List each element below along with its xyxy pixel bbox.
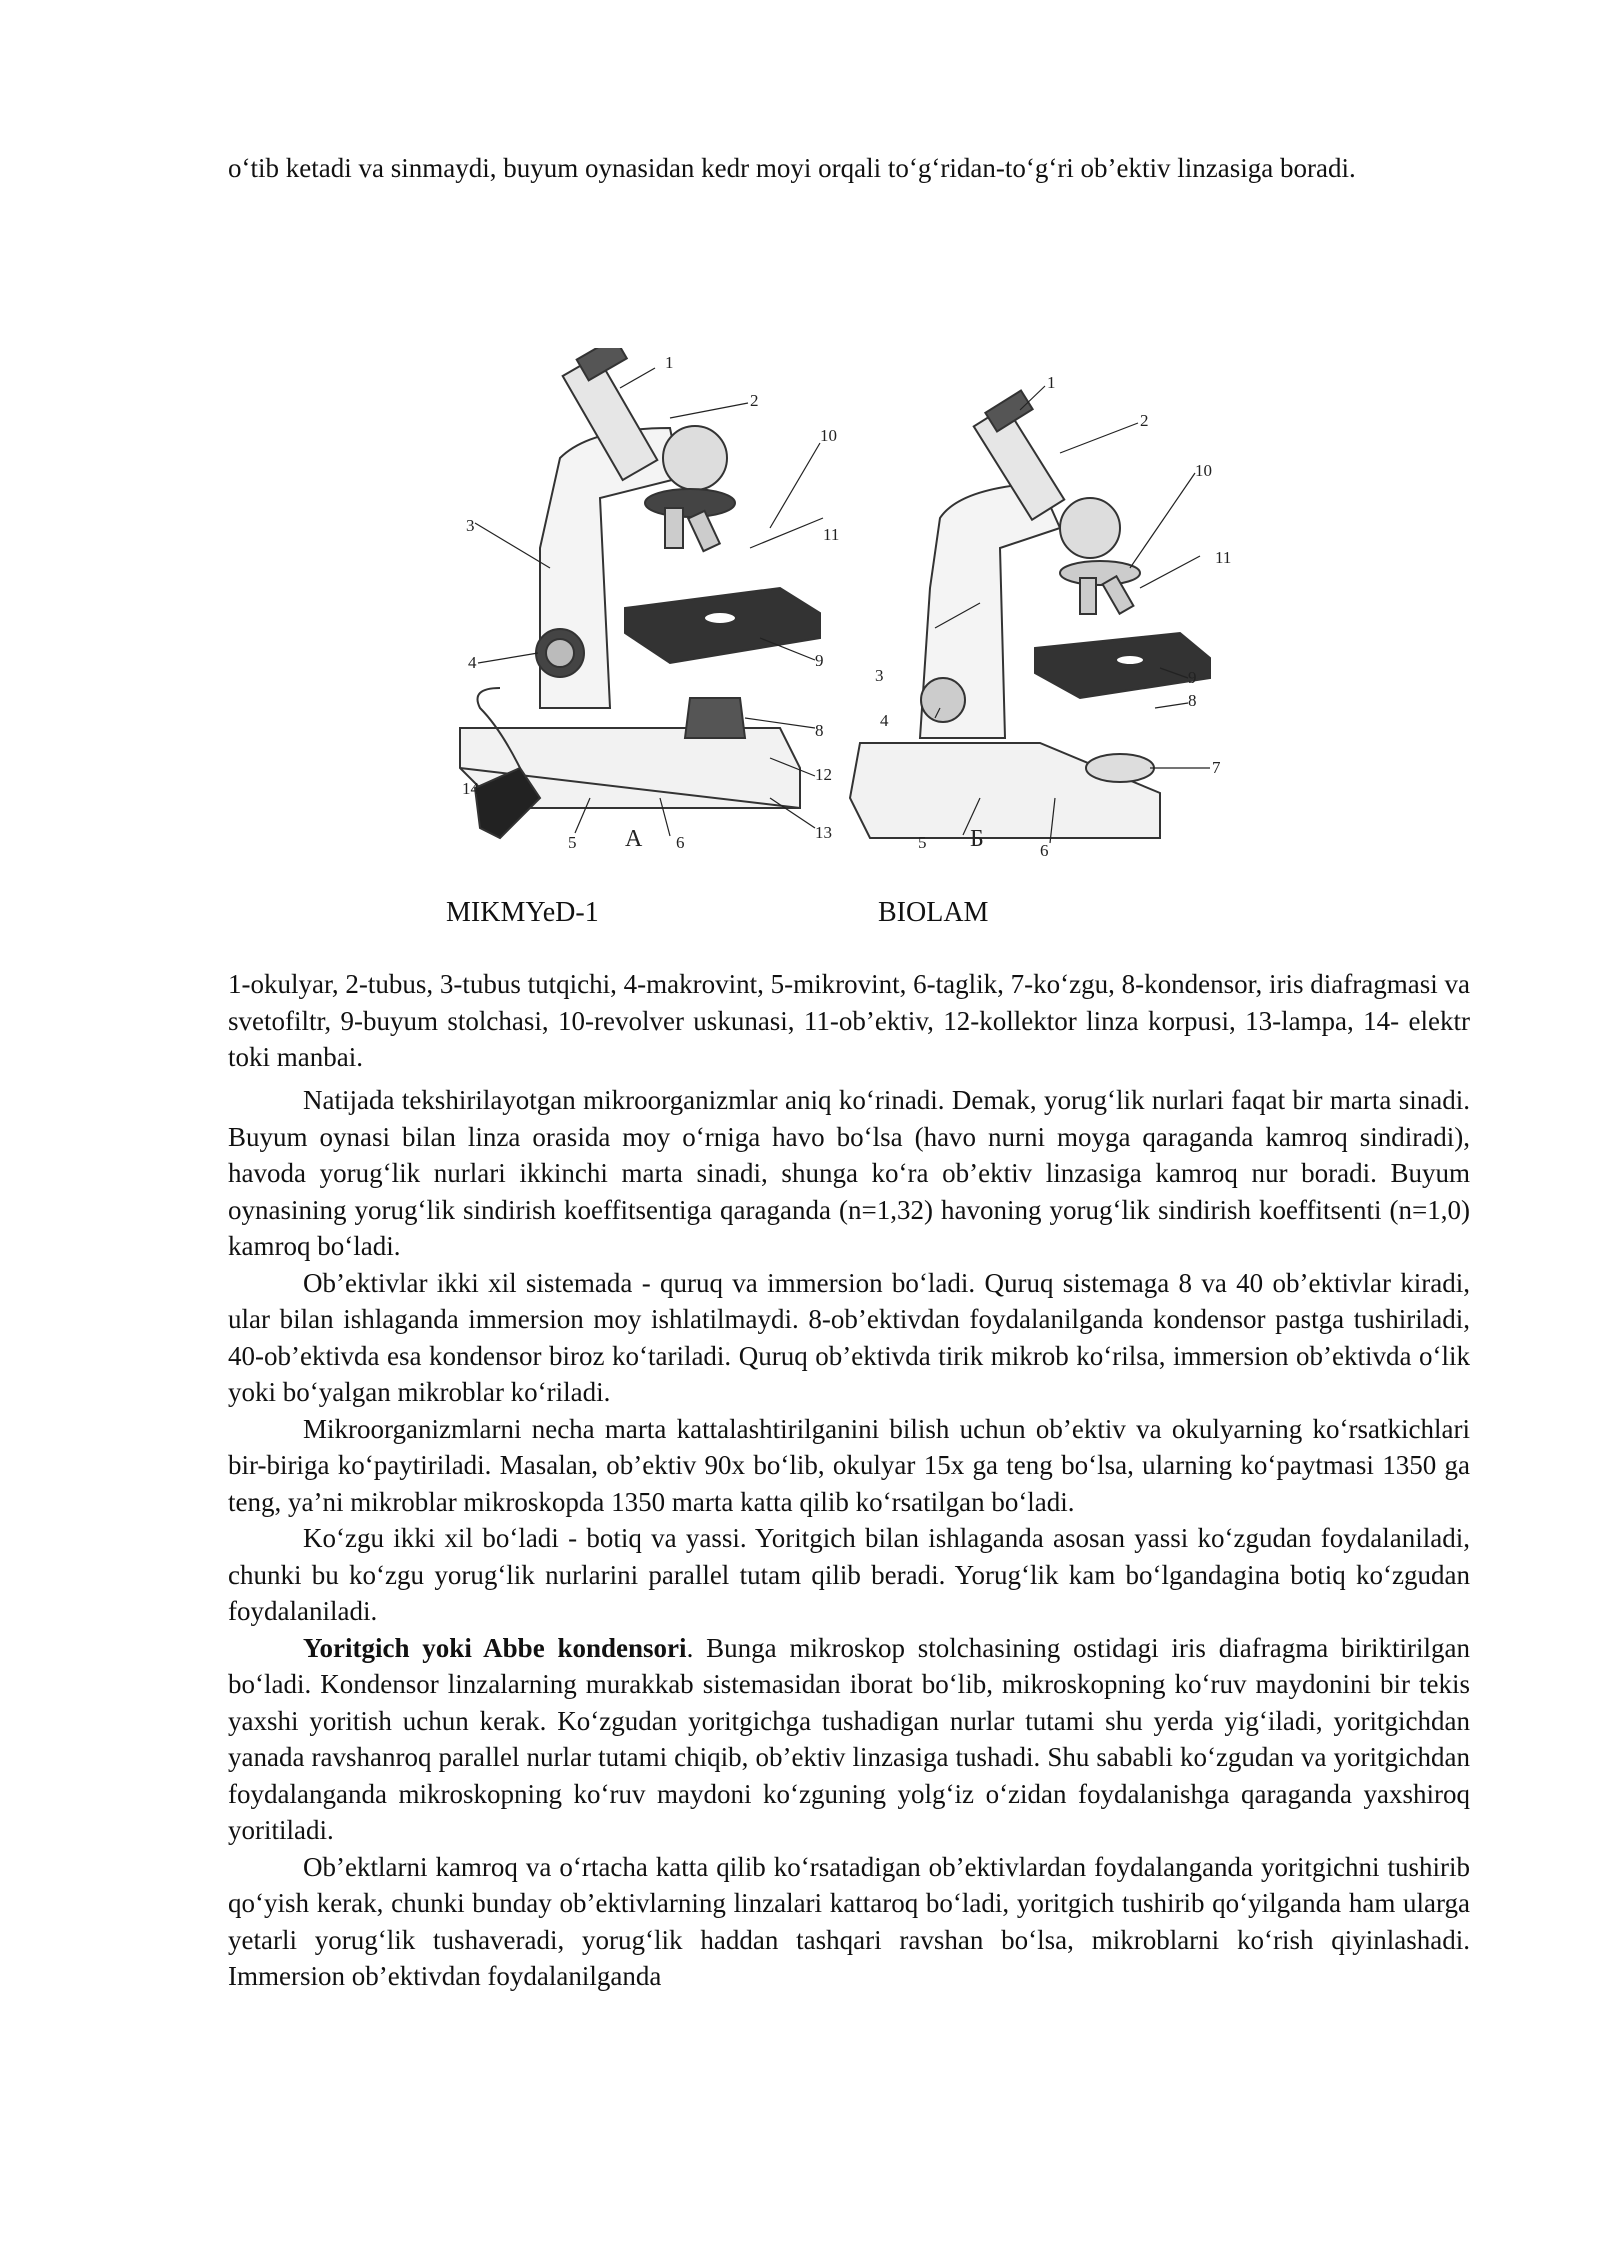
label-b-8: 8 [1188,691,1197,710]
paragraph-4: Ko‘zgu ikki xil bo‘ladi - botiq va yassi. Yoritgich bilan ishlaganda asosan yassi ko‘zgudan foydalaniladi, chunki bu ko‘zgu yorug‘lik nurlarini parallel tutam qilib beradi. Yorug‘lik kam bo‘lgandagina botiq ko‘zgudan foydalaniladi. [228,1523,1470,1626]
figure-legend [228,966,1470,1076]
label-b-3: 3 [875,666,884,685]
label-a-11: 11 [823,525,840,544]
microscope-a-drawing [460,348,820,838]
label-a-9: 9 [815,651,824,670]
label-b-1: 1 [1047,373,1056,392]
caption-left: MIKMYeD-1 [446,897,599,928]
label-b-4: 4 [880,711,889,730]
label-a-2: 2 [750,391,759,410]
label-b-9: 9 [1188,668,1197,687]
abbe-text: . Bunga mikroskop stolchasining ostidagi iris diafragma biriktirilgan bo‘ladi. Kondensor linzalarning murakkab sistemasidan iborat bo‘lib, mikroskopning ko‘ruv maydonini bir tekis yaxshi yoritish uchun kerak. Ko‘zgudan yoritgichga tushadigan nurlar tutami shu yerda yig‘iladi, yoritgichdan yanada ravshanroq parallel nurlar tutami chiqib, ob’ektiv linzasiga tushadi. Shu sababli ko‘zgudan va yoritgichdan foydalanganda mikroskopning ko‘ruv maydoni ko‘zguning yolg‘iz o‘zidan foydalanishga qaraganda yaxshiroq yoritiladi. [228,1632,1470,1845]
label-a-12: 12 [815,765,832,784]
label-b-2: 2 [1140,411,1149,430]
label-a-4: 4 [468,653,477,672]
label-a-10: 10 [820,426,837,445]
caption-right: BIOLAM [878,897,989,928]
intro-paragraph [228,150,1470,187]
paragraph-3: Mikroorganizmlarni necha marta kattalashtirilganini bilish uchun ob’ektiv va okulyarning ko‘rsatkichlari bir-biriga ko‘paytiriladi. Masalan, ob’ektiv 90x bo‘lib, okulyar 15x ga teng bo‘lsa, ularning ko‘paytmasi 1350 ga teng, ya’ni mikroblar mikroskopda 1350 marta katta qilib ko‘rsatilgan bo‘ladi. [228,1413,1470,1517]
paragraph-last: Ob’ektlarni kamroq va o‘rtacha katta qilib ko‘rsatadigan ob’ektivlardan foydalanganda yoritgichni tushirib qo‘yish kerak, chunki bunday ob’ektivlarning linzalari kattaroq bo‘ladi, yoritgich tushirib qo‘yilganda ham ularga yetarli yorug‘lik tushaveradi, yorug‘lik haddan tashqari ravshan bo‘lsa, mikroblarni ko‘rish qiyinlashadi. Immersion ob’ektivdan foydalanilganda [228,1851,1470,1991]
paragraph-2: Ob’ektivlar ikki xil sistemada - quruq va immersion bo‘ladi. Quruq sistemaga 8 va 40 ob’ektivlar kiradi, ular bilan ishlaganda immersion moy ishlatilmaydi. 8-ob’ektivdan foydalanilganda kondensor pastga tushiriladi, 40-ob’ektivda esa kondensor biroz ko‘tariladi. Quruq ob’ektivda tirik mikrob ko‘rilsa, immersion ob’ektivda o‘lik yoki bo‘yalgan mikroblar ko‘riladi. [228,1267,1470,1407]
label-b-5: 5 [918,833,927,852]
paragraph-1: Natijada tekshirilayotgan mikroorganizmlar aniq ko‘rinadi. Demak, yorug‘lik nurlari faqat bir marta sinadi. Buyum oynasi bilan linza orasida moy o‘rniga havo bo‘lsa (havo nurni moyga qaraganda kamroq sindiradi), havoda yorug‘lik nurlari ikkinchi marta sinadi, shunga ko‘ra ob’ektiv linzasiga kamroq nur boradi. Buyum oynasining yorug‘lik sindirish koeffitsentiga qaraganda (n=1,32) havoning yorug‘lik sindirish koeffitsenti (n=1,0) kamroq bo‘ladi. [228,1085,1470,1261]
label-a-14: 14 [462,779,479,798]
label-a-6: 6 [676,833,685,852]
label-a-1: 1 [665,353,674,372]
label-b-11: 11 [1215,548,1232,567]
microscope-figure [440,348,1240,873]
label-a-3: 3 [466,516,475,535]
letter-b: Б [970,826,984,852]
label-a-5: 5 [568,833,577,852]
label-a-13: 13 [815,823,832,842]
intro-text: o‘tib ketadi va sinmaydi, buyum oynasidan kedr moyi orqali to‘g‘ridan-to‘g‘ri ob’ektiv linzasiga boradi. [228,153,1356,183]
paragraph-abbe [228,1630,1470,1849]
legend-text: 1-okulyar, 2-tubus, 3-tubus tutqichi, 4-makrovint, 5-mikrovint, 6-taglik, 7-ko‘zgu, 8-kondensor, iris diafragmasi va svetofiltr, 9-buyum stolchasi, 10-revolver uskunasi, 11-ob’ektiv, 12-kollektor linza korpusi, 13-lampa, 14- elektr toki manbai. [228,969,1470,1072]
abbe-heading: Yoritgich yoki Abbe kondensori [303,1632,687,1663]
label-b-10: 10 [1195,461,1212,480]
letter-a: A [625,826,643,852]
label-a-8: 8 [815,721,824,740]
body-text [228,1082,1470,1995]
label-b-6: 6 [1040,841,1049,860]
label-b-7: 7 [1212,758,1221,777]
microscope-b-drawing [850,391,1210,838]
